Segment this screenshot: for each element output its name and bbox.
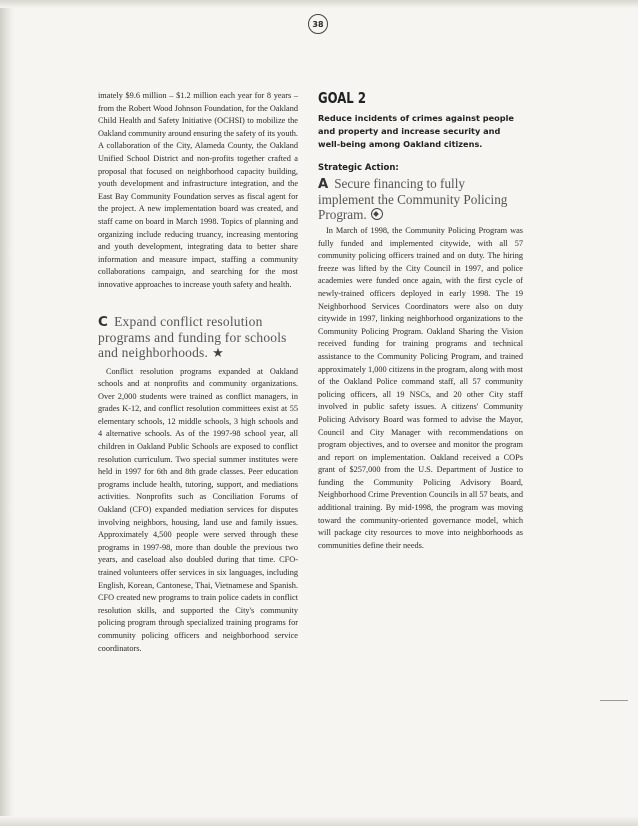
section-c-title: Expand conflict resolution programs and funding for schools and neighborhoods. xyxy=(98,313,287,360)
strategic-action-label: Strategic Action: xyxy=(318,163,399,173)
right-column xyxy=(318,90,523,552)
section-a-heading xyxy=(318,176,523,222)
section-c-body: Conflict resolution programs expanded at Oakland schools and at nonprofits and community organizations. Over 2,000 students were trained as conflict managers, in grades K-12, and conflict resolution committees exist at 55 elementary schools, 12 middle schools, 3 high schools and 4 alternative schools. As of the 1997-98 school year, all children in Oakland Public Schools are exposed to conflict resolution curriculum. Two special summer institutes were held in 1997 for 6th and 8th grade classes. Peer education programs include health, tutoring, support, and mediations activities. Nonprofits such as Conciliation Forums of Oakland (CFO) expanded mediation services for disputes involving neighbors, housing, land use and family issues. Approximately 4,500 people were served through these programs in 1997-98, more than double the previous two years, and caseload also doubled during that time. CFO-trained volunteers offer services in six languages, including English, Korean, Cantonese, Thai, Vietnamese and Spanish. CFO created new programs to train police cadets in conflict resolution skills, and supported the City's community policing program through specialized training programs for community policing officers and neighborhood service coordinators. xyxy=(98,366,298,653)
section-a-title: Secure financing to fully implement the Community Policing Program. xyxy=(318,176,508,222)
section-a-body: In March of 1998, the Community Policing Program was fully funded and implemented citywide, with all 57 community policing officers trained and on duty. The hiring freeze was lifted by the City Council in 1997, and police academies were funded once again, with the first cycle of newly-trained officers deployed in early 1998. The 19 Neighborhood Services Coordinators were also on duty citywide in 1997, linking neighborhood organizations to the Community Policing Program. Oakland Sharing the Vision received funding for training programs and technical assistance to the Community Policing Program, and trained approximately 1,000 citizens in the program, along with most of the Oakland Police command staff, all 57 community policing officers, all 19 NSCs, and 20 other City staff involved in public safety issues. A citizens' Community Policing Advisory Board was formed to advise the Mayor, Council and City Manager with recommendations on program objectives, and to oversee and monitor the program and report on implementation. Oakland received a COPs grant of $257,000 from the U.S. Department of Justice to funding the Community Policing Advisory Board, Neighborhood Crime Prevention Councils in all 57 beats, and additional training. By mid-1998, the program was moving toward the community-oriented governance model, which will package city resources to move into neighborhoods as communities define their needs. xyxy=(318,226,523,550)
page-number: 38 xyxy=(312,19,324,29)
crop-mark xyxy=(600,700,628,701)
scan-top-edge xyxy=(0,0,638,8)
section-c-letter: C xyxy=(98,313,109,330)
intro-paragraph: imately $9.6 million – $1.2 million each year for 8 years – from the Robert Wood Johnson Foundation, for the Oakland Child Health and Safety Initiative (OCHSI) to mobilize the Oakland community around ensuring the safety of its youth. A collaboration of the City, Alameda County, the Oakland Unified School District and non-profits together crafted a proposal that focused on neighborhood capacity building, youth development and infrastructure integration, and the East Bay Community Foundation serves as fiscal agent for the project. A new implementation board was created, and staff came on board in March 1998. Topics of planning and organizing include reducing truancy, increasing mentoring and youth development, integrating data to better share information and measure impact, staffing a community collaborations campaign, and searching for the most innovative approaches to increase youth safety and health. xyxy=(98,91,298,289)
section-c-heading xyxy=(98,314,298,360)
left-column xyxy=(98,90,298,655)
goal-description: Reduce incidents of crimes against people and property and increase security and well-being among Oakland citizens. xyxy=(318,113,514,149)
page-number-badge xyxy=(308,14,328,34)
scan-edge xyxy=(0,0,14,826)
section-a-letter: A xyxy=(318,177,329,192)
scan-bottom-edge xyxy=(0,816,638,826)
circle-badge-icon xyxy=(371,208,383,220)
star-icon: ★ xyxy=(212,344,224,360)
goal-title: GOAL 2 xyxy=(318,89,366,107)
